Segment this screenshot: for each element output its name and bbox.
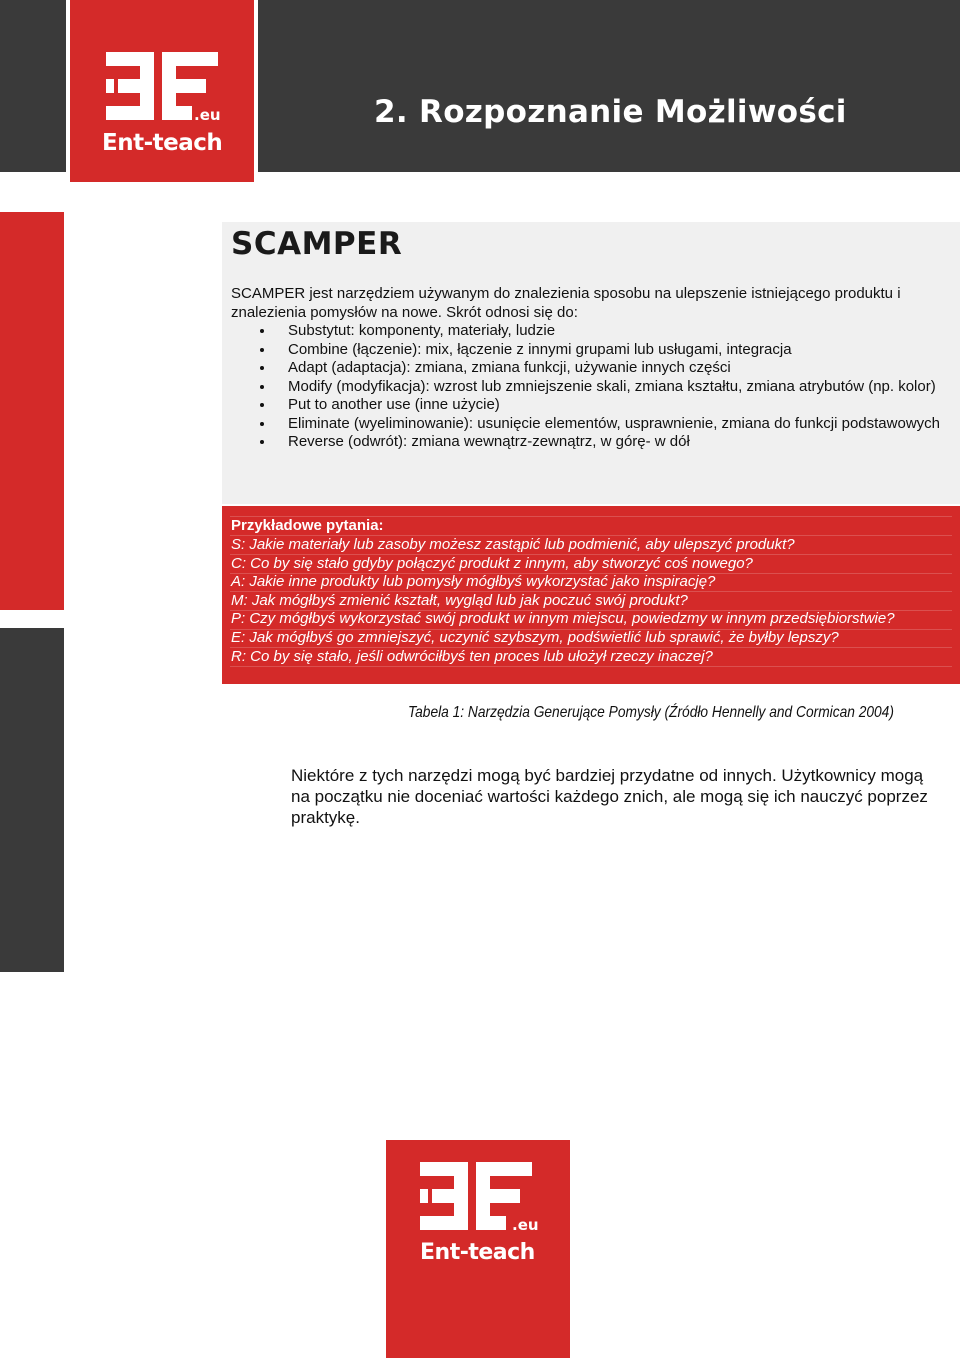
scamper-intro: SCAMPER jest narzędziem używanym do znalezienia sposobu na ulepszenie istniejącego produktu i znalezienia pomysłów na nowe. Skrót odnosi się do: [231,285,901,321]
scamper-list [231,322,956,452]
logo-name: Ent-teach [420,1240,535,1265]
logo-suffix: .eu [194,106,221,124]
list-item: R: Co by się stało, jeśli odwróciłbyś ten proces lub ułożył rzeczy inaczej? [231,647,713,665]
questions-heading: Przykładowe pytania: [231,517,384,534]
list-item: Put to another use (inne użycie) [231,396,956,415]
list-item: C: Co by się stało gdyby połączyć produkt z innym, aby stworzyć coś nowego? [231,554,753,572]
side-accent-dark [0,628,64,972]
list-item: Combine (łączenie): mix, łączenie z innymi grupami lub usługami, integracja [231,341,956,360]
list-item: Adapt (adaptacja): zmiana, zmiana funkcji, używanie innych części [231,359,956,378]
closing-paragraph: Niektóre z tych narzędzi mogą być bardziej przydatne od innych. Użytkownicy mogą na początku nie doceniać wartości każdego znich, ale mogą się ich nauczyć poprzez praktykę. [291,766,928,827]
ent-teach-logo-footer [386,1140,570,1358]
table-caption: Tabela 1: Narzędzia Generujące Pomysły (Źródło Hennelly and Cormican 2004) [408,704,894,721]
logo-suffix: .eu [512,1216,539,1234]
list-item: E: Jak mógłbyś go zmniejszyć, uczynić szybszym, podświetlić lub sprawić, że byłby lepszy? [231,628,839,646]
logo-name: Ent-teach [102,130,223,156]
list-item: P: Czy mógłbyś wykorzystać swój produkt w innym miejscu, powiedzmy w innym przedsiębiorstwie? [231,610,895,628]
list-item: A: Jakie inne produkty lub pomysły mógłbyś wykorzystać jako inspirację? [231,573,716,591]
list-item: Modify (modyfikacja): wzrost lub zmniejszenie skali, zmiana kształtu, zmiana atrybutów (np. kolor) [231,378,956,397]
ent-teach-logo [66,0,258,186]
scamper-heading: SCAMPER [231,226,403,262]
questions-list [231,536,895,666]
list-item: Eliminate (wyeliminowanie): usunięcie elementów, usprawnienie, zmiana do funkcji podstawowych [231,415,956,434]
side-accent-red [0,212,64,610]
page-title: 2. Rozpoznanie Możliwości [374,94,847,130]
list-item: S: Jakie materiały lub zasoby możesz zastąpić lub podmienić, aby ulepszyć produkt? [231,536,795,553]
list-item: Reverse (odwrót): zmiana wewnątrz-zewnątrz, w górę- w dół [231,433,956,452]
list-item: Substytut: komponenty, materiały, ludzie [231,322,956,341]
list-item: M: Jak mógłbyś zmienić kształt, wygląd lub jak poczuć swój produkt? [231,591,688,609]
